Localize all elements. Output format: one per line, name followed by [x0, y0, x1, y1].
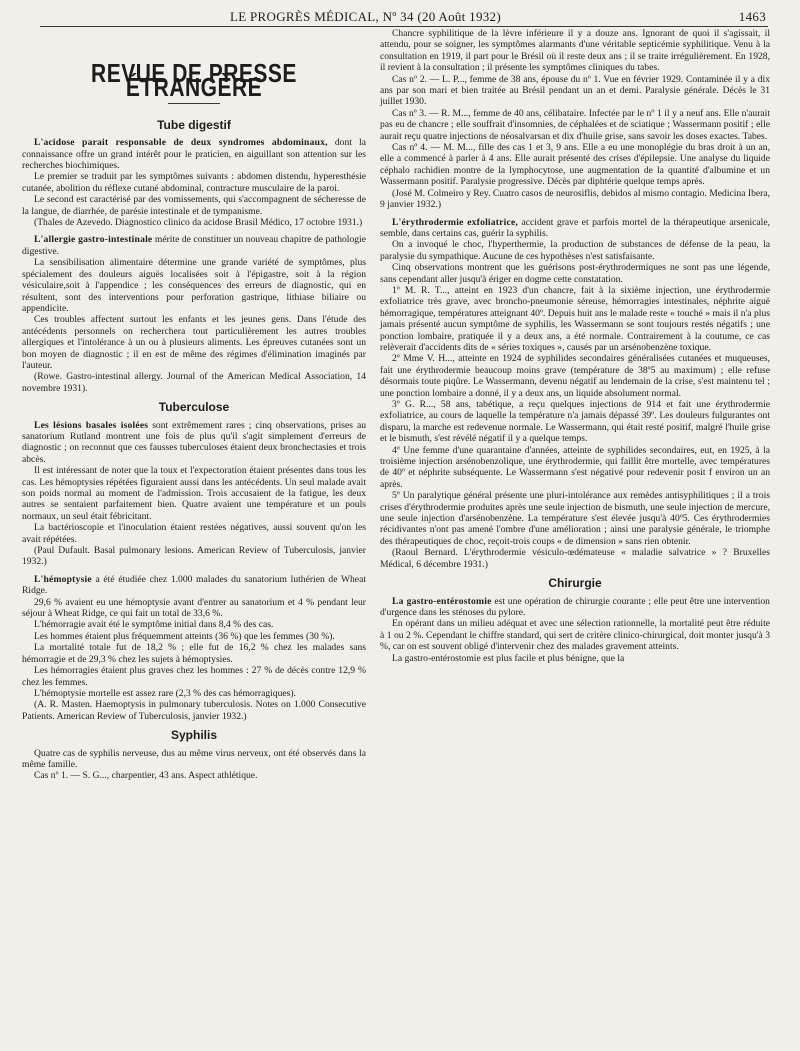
paragraph: Cas nº 2. — L. P..., femme de 38 ans, épouse du nº 1. Vue en février 1929. Contaminée il y a dix ans par son mari et bien traitée au Brésil pendant un an et demi. Paralysie générale. Décès le 31 juillet 1930. [380, 73, 770, 108]
left-column [22, 34, 366, 782]
paragraph: Les hémorragies étaient plus graves chez les hommes : 27 % de décès contre 12,9 % chez les femmes. [22, 665, 366, 688]
paragraph: La sensibilisation alimentaire détermine une grande variété de symptômes, plus spécialement des douleurs aiguës localisées soit à l'épigastre, soit à la région vésiculaire,soit à l'appendice ; les conséquences des erreurs de diagnostic, qui en résultent, sont des interventions pour perforation gastrique, lithiase biliaire ou appendicite. [22, 257, 366, 314]
reference: (A. R. Masten. Haemoptysis in pulmonary tuberculosis. Notes on 1.000 Consecutive Patients. American Review of Tuberculosis, janvier 1932.) [22, 699, 366, 722]
observation-4: 4º Une femme d'une quarantaine d'années, atteinte de syphilides secondaires, eut, en 1925, à la troisième injection arsénobenzolique, une érythrodermie, qui faillit être mortelle, avec températures de 40º et néphrite subséquente. Le Wassermann s'est négativé pour redevenir posit f environ un an après. [380, 444, 770, 490]
lead-phrase: L'allergie gastro-intestinale [34, 234, 153, 246]
paragraph: Quatre cas de syphilis nerveuse, dus au même virus nerveux, ont été observés dans la même famille. [22, 747, 366, 770]
paragraph: La gastro-entérostomie est plus facile et plus bénigne, que la [392, 652, 625, 664]
paragraph-text: mérite de constituer un nouveau chapitre de pathologie digestive. [22, 234, 366, 257]
reference: (Rowe. Gastro-intestinal allergy. Journal of the American Medical Association, 14 novembre 1931). [22, 371, 366, 394]
observation-2: 2º Mme V. H..., atteinte en 1924 de syphilides secondaires généralisées cutanées et muqueuses, fait une érythrodermie beaucoup moins grave (température de 38º5 au maximum) ; elle refuse désormais toute piqûre. Le Wassermann, devenu négatif au lendemain de la crise, s'est maintenu tel ; une ponction lombaire a donné, il y a deux ans, un liquide absolument normal. [380, 353, 770, 399]
masthead-rule [168, 103, 220, 104]
lead-phrase: L'acidose parait responsable de deux syndromes abdominaux, [34, 137, 328, 149]
paragraph: L'hémoptysie mortelle est assez rare (2,3 % des cas hémorragiques). [34, 687, 296, 699]
lead-phrase: Les lésions basales isolées [34, 419, 149, 431]
right-column [380, 28, 770, 664]
reference: (Thales de Azevedo. Diagnostico clinico da acidose Brasil Médico, 17 octobre 1931.) [34, 217, 363, 229]
page-number: 1463 [738, 9, 766, 24]
paragraph: Chancre syphilitique de la lèvre inférieure il y a douze ans. Ignorant de quoi il s'agissait, il attendu, pour se soigner, les symptômes alarmants d'une véritable septicémie syphilitique. Venu à la consultation en 1919, il part pour le Brésil où il reste deux ans ; il se traite irrégulièrement. En 1928, il revient à la consultation ; il présente les symptômes cliniques du tabes. [380, 28, 770, 74]
paragraph: En opérant dans un milieu adéquat et avec une sélection rationnelle, la mortalité peut être réduite à 1 ou 2 %. Cependant le chiffre standard, qui sert de critère clinico-chirurgical, doit monter jusqu'à 3 %, car on est souvent obligé d'intervenir chez des malades gravement atteints. [380, 618, 770, 653]
paragraph: 29,6 % avaient eu une hémoptysie avant d'entrer au sanatorium et 4 % pendant leur séjour à Wheat Ridge, ce qui fait un total de 33,6 %. [22, 596, 366, 620]
article-hemoptysie [22, 574, 366, 597]
paragraph: Cinq observations montrent que les guérisons post-érythrodermiques ne sont pas une légende, sans cependant aller jusqu'à ériger en dogme cette constatation. [380, 262, 770, 285]
running-header [40, 6, 768, 27]
section-masthead: REVUE DE PRESSE ÉTRANGÈRE [91, 59, 297, 103]
paragraph: Il est intéressant de noter que la toux et l'expectoration étaient présentes dans tous les cas. Les hémoptysies répétées figuraient aussi dans les antécédents. Un seul malade avait son poids normal au moment de l'admission. Trois accusaient de la fatigue, les deux autres se sentaient parfaitement bien. Quatre avaient une température et un pouls normaux, un seul était fébricitant. [22, 465, 366, 522]
article-erythrodermie [380, 217, 770, 240]
article-lesions [22, 420, 366, 466]
reference: (Paul Dufault. Basal pulmonary lesions. American Review of Tuberculosis, janvier 1932.) [22, 545, 366, 568]
observation-3: 3º G. R..., 58 ans, tabétique, a reçu quelques injections de 914 et fait une érythrodermie exfoliatrice, au cours de laquelle la température n'a jamais dépassé 39º. Les douleurs fulgurantes ont disparu, la marche est redevenue normale. Le Wassermann, qui était resté positif, malgré l'huile grise et le bismuth, s'est révélé négatif il y a quelque temps. [380, 399, 770, 445]
paragraph: Ces troubles affectent surtout les enfants et les jeunes gens. Dans l'étude des antécédents personnels on recherchera tout particulièrement les autres troubles allergiques et l'intolérance à un ou à plusieurs aliments. Les épreuves cutanées sont un bon moyen de diagnostic ; il en est de même des régimes d'élimination imaginés par l'auteur. [22, 314, 366, 371]
paragraph: La mortalité totale fut de 18,2 % ; elle fut de 16,2 % chez les malades sans hémorragie et de 29,3 % chez les sujets à hémoptysies. [22, 642, 366, 665]
paragraph: L'hémorragie avait été le symptôme initial dans 8,4 % des cas. [34, 619, 274, 631]
article-acidose [22, 137, 366, 171]
section-title-syphilis: Syphilis [170, 728, 217, 743]
section-title-tube-digestif: Tube digestif [157, 117, 231, 132]
paragraph: Cas nº 1. — S. G..., charpentier, 43 ans. Aspect athlétique. [34, 770, 258, 782]
section-title-chirurgie: Chirurgie [548, 576, 602, 591]
reference: (Raoul Bernard. L'érythrodermie vésiculo-œdémateuse « maladie salvatrice » ? Bruxelles Médical, 6 décembre 1931.) [380, 547, 770, 570]
lead-phrase: La gastro-entérostomie [392, 595, 492, 607]
article-gastro-enterostomie [380, 596, 770, 619]
reference: (José M. Colmeiro y Rey. Cuatro casos de neurosiflis, debidos al mismo contagio. Medicina Ibera, 9 janvier 1932.) [380, 187, 770, 211]
paragraph: Les hommes étaient plus fréquemment atteints (36 %) que les femmes (30 %). [34, 630, 335, 642]
running-title: LE PROGRÈS MÉDICAL, Nº 34 (20 Août 1932) [230, 9, 501, 24]
paragraph-text: accident grave et parfois mortel de la thérapeutique arsenicale, semble, dans certains cas, guérir la syphilis. [380, 216, 770, 239]
paragraph-text: est une opération de chirurgie courante ; elle peut être une intervention d'urgence dans les sténoses du pylore. [380, 595, 770, 618]
paragraph: Cas nº 3. — R. M..., femme de 40 ans, célibataire. Infectée par le nº 1 il y a neuf ans. Elle n'aurait pas eu de chancre ; elle souffrait d'insomnies, de céphalées et de sciatique ; Wassermann positif ; elle aurait reçu quatre injections de néosalvarsan et dix d'huile grise, sans savoir les doses exactes. Tabes. [380, 107, 770, 142]
paragraph-text: a été étudiée chez 1.000 malades du sanatorium luthérien de Wheat Ridge. [22, 573, 366, 597]
section-title-tuberculose: Tuberculose [158, 400, 230, 415]
paragraph: Le second est caractérisé par des vomissements, qui s'accompagnent de sécheresse de la langue, de diarrhée, de parésie intestinale et de tympanisme. [22, 194, 366, 217]
observation-5: 5º Un paralytique général présente une pluri-intolérance aux remèdes antisyphilitiques ; il a trois crises d'érythrodermie produites après une seule injection de bismuth, une seule injection de mercure, une seule injection d'arsénobenzène. La température s'est élevée jusqu'à 40º5. Ces érythrodermies récidivantes n'ont pas amené l'ombre d'une amélioration ; ainsi une paralysie générale, le triomphe des thérapeutiques de choc, reçoit-trois coups « de dimension » sans rien obtenir. [380, 490, 770, 547]
paragraph-text: sont extrêmement rares ; cinq observations, prises au sanatorium Rutland montrent une fois de plus qu'il s'agit simplement d'erreurs de diagnostic ; on reconnut que ces fausses tuberculoses étaient deux bronchectasies et trois abcès. [22, 419, 366, 465]
lead-phrase: L'hémoptysie [34, 573, 92, 585]
paragraph: La bactérioscopie et l'inoculation étaient restées négatives, aussi souvent qu'on les avait répétées. [22, 522, 366, 545]
paragraph: On a invoqué le choc, l'hyperthermie, la production de substances de défense de la peau, la paralysie du sympathique. Aucune de ces hypothèses n'est satisfaisante. [380, 239, 770, 262]
observation-1: 1º M. R. T..., atteint en 1923 d'un chancre, fait à la sixième injection, une érythrodermie exfoliatrice très grave, avec broncho-pneumonie séreuse, hémorragies intestinales, néphrite aiguë hémorragique, températures atteignant 40º. Depuis huit ans le malade reste « touché » mais il n'a plus jamais présenté aucun symptôme de syphilis, les Wassermann se sont toujours restés négatifs ; une ponction lombaire, pratiquée il y a deux ans, a été normale. Contrairement à la coutume, ce cas relèverait d'accidents dits de « séries toxiques », causés par un arsénobenzène toxique. [380, 284, 770, 353]
paragraph-text: dont la connaissance offre un grand intérêt pour le praticien, en aiguillant son attention sur les recherches biochimiques. [22, 137, 366, 172]
article-allergie [22, 234, 366, 257]
lead-phrase: L'érythrodermie exfoliatrice, [392, 216, 519, 228]
paragraph: Le premier se traduit par les symptômes suivants : abdomen distendu, hyperesthésie cutanée, abolition du réflexe cutané abdominal, contracture musculaire de la paroi. [22, 171, 366, 194]
paragraph: Cas nº 4. — M. M..., fille des cas 1 et 3, 9 ans. Elle a eu une monoplégie du bras droit à un an, elle a commencé à parler à 4 ans. Elle aurait présenté des crises d'épilepsie. Une analyse du liquide céphalo rachidien montre de la lymphocytose, une augmentation de la quantité d'albumine et un Wassermann positif. Paralysie progressive. Décès par diphtérie quelque temps après. [380, 142, 770, 188]
